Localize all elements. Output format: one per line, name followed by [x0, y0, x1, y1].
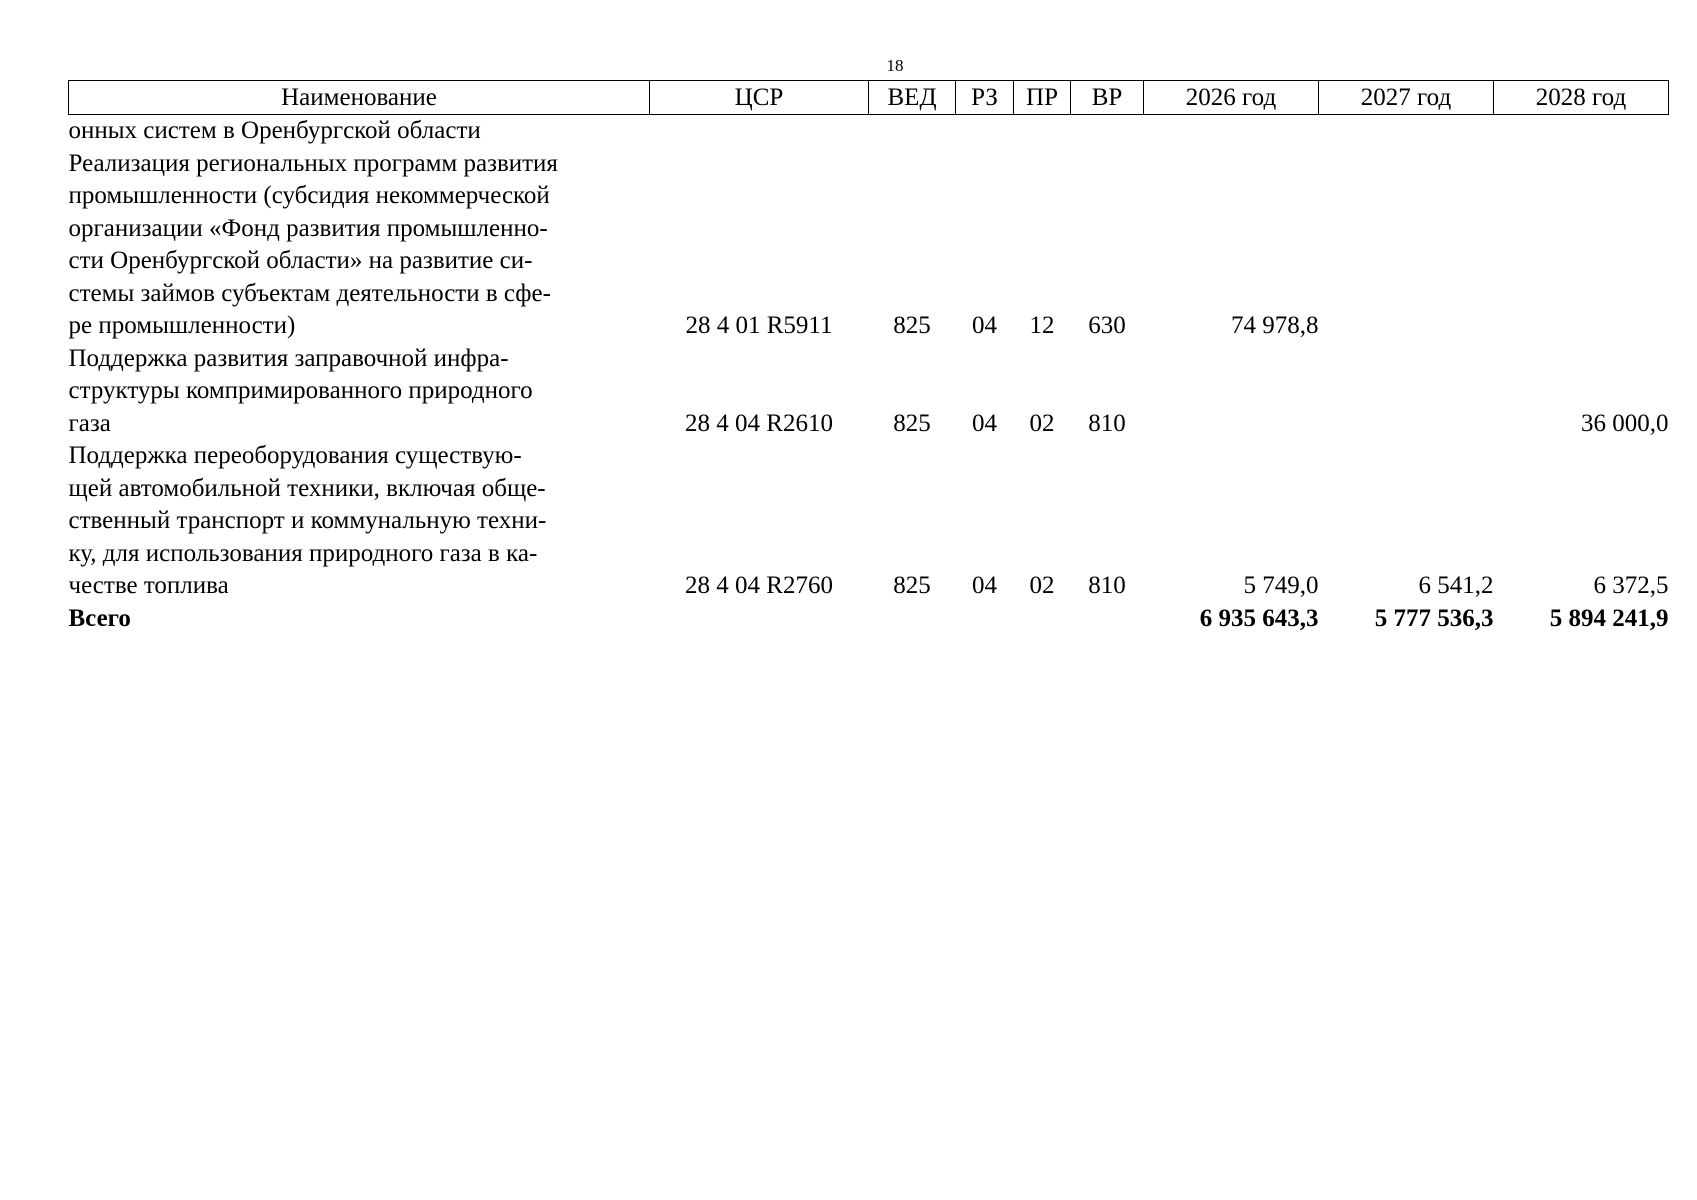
header-name: Наименование — [69, 81, 650, 115]
total-empty-cell — [956, 603, 1014, 636]
total-empty-cell — [1014, 603, 1071, 636]
budget-table — [68, 80, 1669, 635]
name-line: ственный транспорт и коммунальную техни- — [68, 507, 547, 534]
cell-2026 — [1144, 343, 1319, 441]
header-csr: ЦСР — [650, 81, 869, 115]
total-empty-cell — [1071, 603, 1144, 636]
page-number: 18 — [886, 56, 904, 75]
header-2027: 2027 год — [1319, 81, 1494, 115]
cell-2027: 6 541,2 — [1418, 572, 1494, 599]
table-header-row — [69, 81, 1669, 115]
cell-ved — [869, 115, 956, 148]
table-row — [69, 148, 1669, 343]
name-line: сти Оренбургской области» на развитие си- — [68, 247, 533, 274]
name-line: ку, для использования природного газа в ка- — [68, 539, 538, 567]
cell-csr: 28 4 01 R5911 — [685, 312, 833, 339]
cell-name — [69, 148, 650, 343]
name-line: ре промышленности) — [68, 312, 296, 339]
cell-rz: 04 — [972, 312, 997, 339]
cell-2026 — [1144, 115, 1319, 148]
name-line: Реализация региональных программ развития — [68, 149, 558, 177]
cell-2028: 36 000,0 — [1581, 409, 1669, 437]
table-row — [69, 115, 1669, 148]
cell-name — [69, 115, 650, 148]
cell-rz — [956, 115, 1014, 148]
cell-rz: 04 — [972, 572, 997, 599]
cell-2028: 6 372,5 — [1593, 572, 1669, 599]
cell-2027 — [1319, 115, 1494, 148]
cell-pr: 12 — [1029, 312, 1055, 339]
name-line: честве топлива — [68, 572, 229, 599]
cell-ved: 825 — [893, 572, 931, 599]
name-line: щей автомобильной техники, включая обще- — [68, 474, 546, 502]
cell-2027 — [1319, 343, 1494, 441]
header-rz: РЗ — [956, 81, 1014, 115]
total-2026: 6 935 643,3 — [1199, 604, 1319, 632]
cell-2027 — [1319, 148, 1494, 343]
total-row — [69, 603, 1669, 636]
header-2028: 2028 год — [1494, 81, 1669, 115]
cell-csr: 28 4 04 R2760 — [685, 572, 833, 599]
header-vr: ВР — [1071, 81, 1144, 115]
name-line: Поддержка переоборудования существую- — [68, 442, 522, 469]
name-line: Поддержка развития заправочной инфра- — [68, 344, 509, 372]
name-line: организации «Фонд развития промышленно- — [68, 214, 548, 242]
total-2028: 5 894 241,9 — [1549, 604, 1669, 632]
cell-name — [69, 440, 650, 603]
cell-2028 — [1494, 148, 1669, 343]
total-empty-cell — [869, 603, 956, 636]
cell-vr — [1071, 115, 1144, 148]
name-line: стемы займов субъектам деятельности в сфе- — [68, 279, 551, 307]
cell-ved: 825 — [893, 312, 931, 339]
cell-pr — [1014, 115, 1071, 148]
name-line: онных систем в Оренбургской области — [68, 117, 481, 144]
cell-vr: 810 — [1088, 572, 1126, 599]
name-line: структуры компримированного природного — [68, 377, 533, 404]
total-label: Всего — [68, 604, 131, 632]
header-ved: ВЕД — [869, 81, 956, 115]
cell-2026: 74 978,8 — [1231, 312, 1319, 339]
cell-name — [69, 343, 650, 441]
cell-vr: 630 — [1088, 312, 1126, 339]
cell-csr: 28 4 04 R2610 — [685, 409, 833, 437]
total-2027: 5 777 536,3 — [1374, 604, 1494, 632]
cell-rz: 04 — [972, 409, 997, 437]
name-line: промышленности (субсидия некоммерческой — [68, 182, 550, 209]
cell-pr: 02 — [1029, 572, 1055, 599]
name-line: газа — [68, 409, 111, 437]
cell-2026: 5 749,0 — [1243, 572, 1319, 599]
header-pr: ПР — [1014, 81, 1071, 115]
cell-vr: 810 — [1088, 409, 1126, 437]
header-2026: 2026 год — [1144, 81, 1319, 115]
total-empty-cell — [650, 603, 869, 636]
cell-csr — [650, 115, 869, 148]
cell-pr: 02 — [1029, 409, 1055, 437]
cell-2028 — [1494, 115, 1669, 148]
cell-ved: 825 — [893, 409, 931, 437]
table-row — [69, 440, 1669, 603]
table-row — [69, 343, 1669, 441]
